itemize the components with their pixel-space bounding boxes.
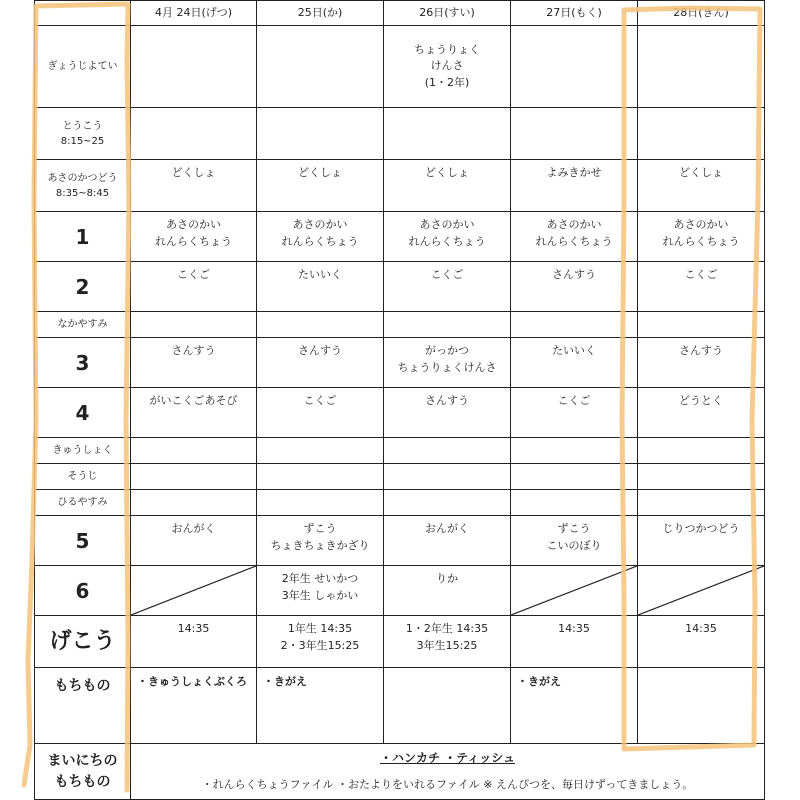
cell-mon: さんすう — [131, 338, 257, 388]
cell-tue — [257, 212, 384, 262]
diagonal-slash — [511, 566, 637, 615]
row-dismissal — [35, 616, 765, 668]
cell-line: れんらくちょう — [408, 234, 486, 248]
day-header-fri: 28日(きん) — [638, 1, 765, 26]
cell-wed — [384, 464, 511, 490]
row-period-4 — [35, 388, 765, 438]
cell-wed — [384, 108, 511, 160]
cell-mon: 14:35 — [131, 616, 257, 668]
daily-belongings-label-line: もちもの — [54, 773, 111, 790]
row-label: 1 — [35, 212, 131, 262]
cell-fri — [638, 438, 765, 464]
cell-thu — [511, 108, 638, 160]
cell-tue: どくしょ — [257, 160, 384, 212]
row-label: ぎょうじよてい — [35, 26, 131, 108]
cell-tue — [257, 26, 384, 108]
row-label: 2 — [35, 262, 131, 312]
cell-line: けんさ — [430, 59, 464, 73]
cell-thu — [511, 566, 638, 616]
row-label: ひるやすみ — [35, 490, 131, 516]
row-label: きゅうしょく — [35, 438, 131, 464]
cell-fri — [638, 108, 765, 160]
cell-line: れんらくちょう — [535, 234, 613, 248]
row-label: 5 — [35, 516, 131, 566]
cell-mon — [131, 312, 257, 338]
day-header-tue: 25日(か) — [257, 1, 384, 26]
day-header-thu: 27日(もく) — [511, 1, 638, 26]
daily-belongings-cell — [131, 744, 765, 800]
cell-tue — [257, 616, 384, 668]
cell-line: ずこう — [303, 522, 337, 535]
cell-thu — [511, 490, 638, 516]
cell-line: あさのかつどう — [47, 172, 118, 184]
cell-fri — [638, 26, 765, 108]
cell-line: がっかつ — [425, 344, 469, 357]
daily-belongings-note: ・れんらくちょうファイル ・おたよりをいれるファイル ※ えんぴつを、毎日けずってきましょう。 — [201, 778, 694, 792]
cell-wed: おんがく — [384, 516, 511, 566]
row-belongings — [35, 668, 765, 744]
cell-mon: こくご — [131, 262, 257, 312]
diagonal-slash — [638, 566, 764, 615]
row-lunch — [35, 438, 765, 464]
row-label: もちもの — [35, 668, 131, 744]
daily-belongings-label — [35, 744, 131, 800]
cell-fri: こくご — [638, 262, 765, 312]
cell-wed — [384, 668, 511, 744]
cell-thu — [511, 212, 638, 262]
row-arrival — [35, 108, 765, 160]
cell-wed — [384, 338, 511, 388]
cell-thu: こくご — [511, 388, 638, 438]
cell-fri — [638, 490, 765, 516]
cell-thu: さんすう — [511, 262, 638, 312]
cell-thu — [511, 26, 638, 108]
cell-line: 1年生 14:35 — [287, 622, 353, 635]
cell-line: ちょうりょく — [414, 42, 480, 56]
cell-mon — [131, 108, 257, 160]
cell-line: 3年生15:25 — [416, 638, 478, 652]
cell-wed — [384, 212, 511, 262]
cell-fri: どくしょ — [638, 160, 765, 212]
cell-fri — [638, 464, 765, 490]
cell-fri: さんすう — [638, 338, 765, 388]
cell-tue — [257, 566, 384, 616]
cell-line: 8:15~25 — [60, 135, 105, 147]
row-label: げこう — [35, 616, 131, 668]
cell-line: ちょうりょくけんさ — [397, 360, 497, 374]
row-events — [35, 26, 765, 108]
cell-mon: どくしょ — [131, 160, 257, 212]
cell-line: あさのかい — [673, 218, 729, 231]
row-mid-break — [35, 312, 765, 338]
row-label — [35, 108, 131, 160]
cell-wed: どくしょ — [384, 160, 511, 212]
cell-tue — [257, 516, 384, 566]
cell-line: ずこう — [557, 522, 591, 535]
cell-wed — [384, 438, 511, 464]
cell-mon — [131, 464, 257, 490]
row-label: 6 — [35, 566, 131, 616]
cell-thu: たいいく — [511, 338, 638, 388]
cell-tue — [257, 490, 384, 516]
cell-thu: 14:35 — [511, 616, 638, 668]
cell-fri — [638, 668, 765, 744]
cell-fri: じりつかつどう — [638, 516, 765, 566]
cell-line: こいのぼり — [546, 538, 602, 552]
cell-fri: どうとく — [638, 388, 765, 438]
cell-line: あさのかい — [166, 218, 221, 231]
cell-mon — [131, 438, 257, 464]
row-daily-belongings — [35, 744, 765, 800]
cell-line: 8:35~8:45 — [55, 187, 110, 199]
cell-tue: こくご — [257, 388, 384, 438]
cell-line: 1・2年生 14:35 — [405, 622, 489, 635]
day-header-mon: 4月 24日(げつ) — [131, 1, 257, 26]
header-row — [35, 1, 765, 26]
cell-wed — [384, 26, 511, 108]
cell-line: れんらくちょう — [155, 234, 232, 248]
cell-tue: さんすう — [257, 338, 384, 388]
row-label: そうじ — [35, 464, 131, 490]
cell-tue: ・きがえ — [257, 668, 384, 744]
cell-wed — [384, 490, 511, 516]
row-label: 3 — [35, 338, 131, 388]
cell-line: 2年生 せいかつ — [281, 572, 359, 585]
row-lunch-break — [35, 490, 765, 516]
cell-mon: ・きゅうしょくぶくろ — [131, 668, 257, 744]
row-period-2 — [35, 262, 765, 312]
cell-line: 2・3年生15:25 — [280, 638, 360, 652]
cell-tue — [257, 312, 384, 338]
diagonal-slash — [131, 566, 256, 615]
header-corner — [35, 1, 131, 26]
cell-thu — [511, 312, 638, 338]
daily-belongings-label-line: まいにちの — [47, 752, 118, 769]
cell-fri — [638, 312, 765, 338]
cell-thu — [511, 516, 638, 566]
cell-wed: さんすう — [384, 388, 511, 438]
cell-tue: たいいく — [257, 262, 384, 312]
cell-line: とうこう — [62, 120, 103, 132]
cell-fri — [638, 566, 765, 616]
cell-thu: ・きがえ — [511, 668, 638, 744]
row-period-6 — [35, 566, 765, 616]
cell-mon: おんがく — [131, 516, 257, 566]
weekly-schedule-table — [34, 0, 765, 800]
cell-tue — [257, 108, 384, 160]
cell-wed — [384, 312, 511, 338]
cell-mon — [131, 490, 257, 516]
cell-line: あさのかい — [292, 218, 348, 231]
cell-wed — [384, 616, 511, 668]
cell-line: あさのかい — [419, 218, 475, 231]
row-label: 4 — [35, 388, 131, 438]
cell-thu — [511, 438, 638, 464]
row-period-1 — [35, 212, 765, 262]
cell-wed: りか — [384, 566, 511, 616]
cell-fri — [638, 212, 765, 262]
cell-mon — [131, 212, 257, 262]
cell-thu: よみきかせ — [511, 160, 638, 212]
cell-mon — [131, 566, 257, 616]
row-morning-activity — [35, 160, 765, 212]
cell-line: れんらくちょう — [662, 234, 740, 248]
cell-thu — [511, 464, 638, 490]
day-header-wed: 26日(すい) — [384, 1, 511, 26]
cell-tue — [257, 438, 384, 464]
cell-line: 3年生 しゃかい — [281, 588, 359, 602]
cell-mon: がいこくごあそび — [131, 388, 257, 438]
row-label: なかやすみ — [35, 312, 131, 338]
row-period-3 — [35, 338, 765, 388]
row-period-5 — [35, 516, 765, 566]
cell-wed: こくご — [384, 262, 511, 312]
daily-belongings-main: ・ハンカチ ・ティッシュ — [380, 751, 515, 766]
cell-line: (1・2年) — [424, 75, 470, 89]
row-cleaning — [35, 464, 765, 490]
cell-mon — [131, 26, 257, 108]
cell-line: ちょきちょきかざり — [270, 538, 370, 552]
cell-fri: 14:35 — [638, 616, 765, 668]
cell-tue — [257, 464, 384, 490]
cell-line: れんらくちょう — [281, 234, 359, 248]
cell-line: あさのかい — [546, 218, 602, 231]
row-label — [35, 160, 131, 212]
